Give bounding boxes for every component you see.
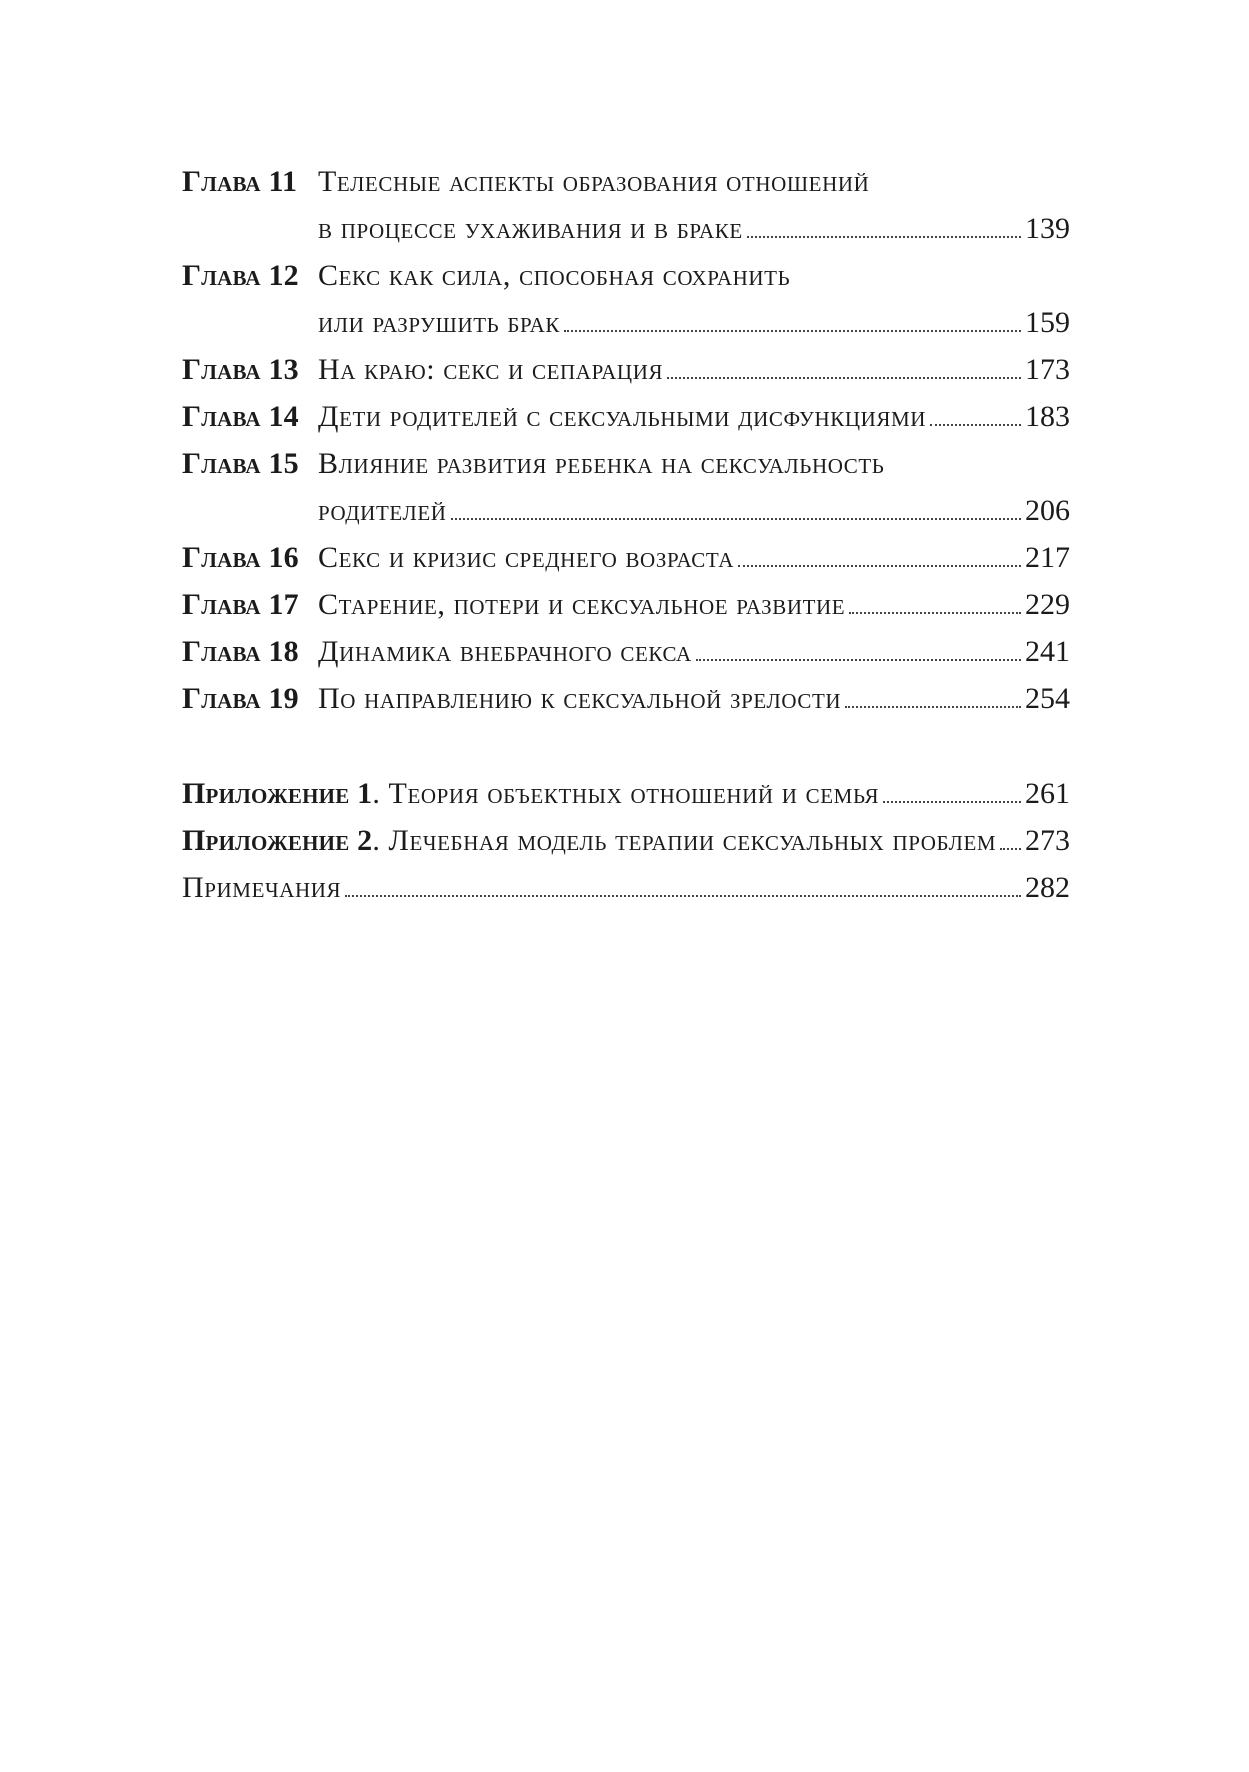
chapter-title (318, 346, 1070, 393)
chapter-label: Глава 14 (182, 400, 299, 433)
page-number: 254 (1025, 682, 1070, 715)
page-number: 173 (1025, 353, 1070, 386)
chapter-label: Глава 13 (182, 353, 299, 386)
appendix-label: Приложение 1 (182, 777, 373, 810)
chapter-title (318, 393, 1070, 440)
dot-leader (930, 424, 1021, 426)
toc-entry-chapter-17[interactable] (182, 581, 1070, 628)
dot-leader (667, 377, 1021, 379)
toc-entry-chapter-13[interactable] (182, 346, 1070, 393)
dot-leader (451, 518, 1021, 520)
dot-leader (845, 706, 1021, 708)
chapter-title-line: Секс и кризис среднего возраста (318, 541, 735, 574)
chapter-label: Глава 11 (182, 165, 298, 198)
page-number: 241 (1025, 635, 1070, 668)
page-number: 206 (1025, 494, 1070, 527)
dot-leader (1000, 848, 1021, 850)
page-number: 217 (1025, 541, 1070, 574)
chapter-label: Глава 17 (182, 588, 299, 621)
toc-entry-chapter-19[interactable] (182, 675, 1070, 722)
page-number: 159 (1025, 306, 1070, 339)
chapter-title (318, 440, 1070, 534)
toc-entry-chapter-18[interactable] (182, 628, 1070, 675)
section-spacer (182, 722, 1070, 770)
toc-entry-notes[interactable] (182, 864, 1070, 911)
dot-leader (849, 612, 1021, 614)
chapter-title-line: в процессе ухаживания и в браке (318, 212, 743, 245)
appendix-title: . Теория объектных отношений и семья (372, 777, 880, 810)
page-number: 261 (1025, 777, 1070, 810)
chapter-label: Глава 12 (182, 259, 299, 292)
chapter-title-line: или разрушить брак (318, 306, 561, 339)
chapter-title-line: Влияние развития ребенка на сексуальность (318, 447, 885, 480)
page-number: 139 (1025, 212, 1070, 245)
dot-leader (696, 659, 1021, 661)
toc-entry-chapter-16[interactable] (182, 534, 1070, 581)
chapter-title-line: Секс как сила, способная сохранить (318, 259, 791, 292)
chapter-label: Глава 16 (182, 541, 299, 574)
toc-entry-chapter-12[interactable] (182, 252, 1070, 346)
chapter-title-line: На краю: секс и сепарация (318, 353, 664, 386)
chapter-title (318, 252, 1070, 346)
notes-title: Примечания (182, 871, 342, 904)
chapter-label: Глава 19 (182, 682, 299, 715)
dot-leader (747, 236, 1021, 238)
chapter-title-line: По направлению к сексуальной зрелости (318, 682, 842, 715)
toc-entry-chapter-11[interactable] (182, 158, 1070, 252)
page-number: 183 (1025, 400, 1070, 433)
chapter-label: Глава 18 (182, 635, 299, 668)
chapter-label: Глава 15 (182, 447, 299, 480)
chapter-title-line: Дети родителей с сексуальными дисфункциями (318, 400, 927, 433)
page-number: 273 (1025, 824, 1070, 857)
chapter-title-line: Телесные аспекты образования отношений (318, 165, 870, 198)
chapter-title-line: Динамика внебрачного секса (318, 635, 692, 668)
toc-entry-appendix-2[interactable] (182, 817, 1070, 864)
table-of-contents (182, 158, 1070, 911)
chapter-title (318, 158, 1070, 252)
page-number: 282 (1025, 871, 1070, 904)
chapter-title (318, 675, 1070, 722)
chapter-title (318, 628, 1070, 675)
toc-entry-chapter-15[interactable] (182, 440, 1070, 534)
toc-entry-chapter-14[interactable] (182, 393, 1070, 440)
dot-leader (738, 565, 1021, 567)
dot-leader (883, 801, 1021, 803)
chapter-title-line: Старение, потери и сексуальное развитие (318, 588, 846, 621)
chapter-title (318, 581, 1070, 628)
dot-leader (345, 895, 1021, 897)
dot-leader (564, 330, 1021, 332)
page-number: 229 (1025, 588, 1070, 621)
chapter-title-line: родителей (318, 494, 447, 527)
appendix-title: . Лечебная модель терапии сексуальных проблем (372, 824, 997, 857)
chapter-title (318, 534, 1070, 581)
appendix-label: Приложение 2 (182, 824, 373, 857)
toc-entry-appendix-1[interactable] (182, 770, 1070, 817)
